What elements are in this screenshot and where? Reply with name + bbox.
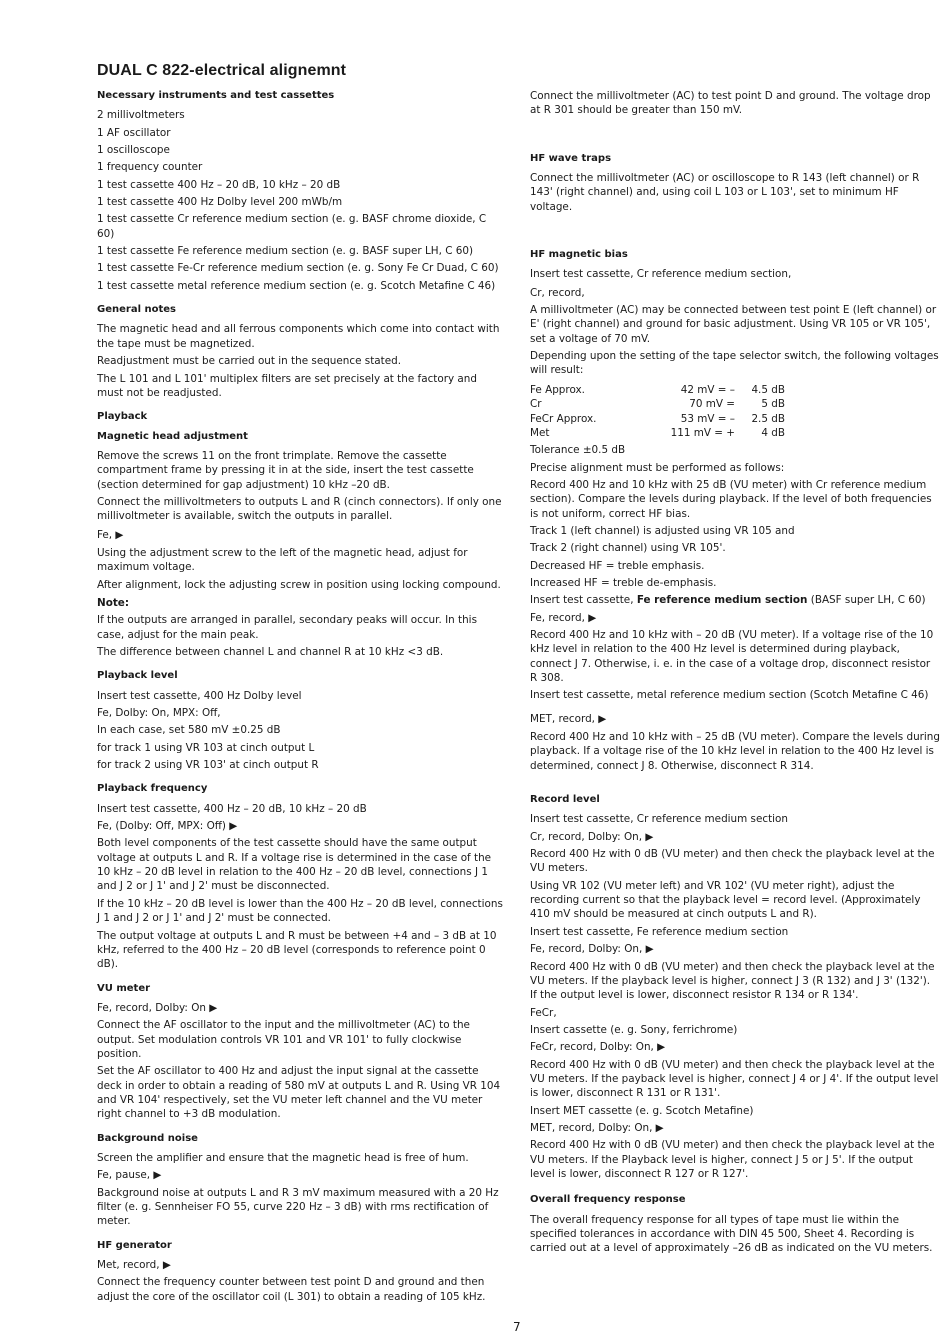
list-item: 1 test cassette Cr reference medium section (e. g. BASF chrome dioxide, C 60) bbox=[97, 213, 487, 240]
table-row bbox=[530, 426, 940, 440]
text-run: Insert test cassette, bbox=[530, 594, 637, 607]
paragraph: Using the adjustment screw to the left of the magnetic head, adjust for maximum voltage. bbox=[97, 546, 468, 574]
paragraph: Using VR 102 (VU meter left) and VR 102' (VU meter right), adjust the recording current so that the playback level = record level. (Approximately 410 mV should be measured at cinch outputs L and R). bbox=[530, 879, 921, 921]
mode-line: MET, record, ▶ bbox=[530, 712, 607, 725]
paragraph: After alignment, lock the adjusting screw in position using locking compound. bbox=[97, 578, 501, 591]
paragraph: A millivoltmeter (AC) may be connected between test point E (left channel) or E' (right channel) and ground for basic adjustment. Using VR 105 or VR 105', set a voltage of 70 mV. bbox=[530, 304, 937, 345]
paragraph: The L 101 and L 101' multiplex filters are set precisely at the factory and must not be readjusted. bbox=[97, 372, 477, 399]
paragraph: Connect the AF oscillator to the input and the millivoltmeter (AC) to the output. Set modulation controls VR 101 and VR 101' to fully clockwise position. bbox=[97, 1019, 470, 1060]
mode-line: Fe, record, Dolby: On, ▶ bbox=[530, 943, 654, 956]
table-cell: 5 dB bbox=[761, 398, 785, 411]
table-cell: 53 mV = – bbox=[680, 412, 735, 425]
note-label: Note: bbox=[97, 596, 130, 609]
mode-line: Fe, record, ▶ bbox=[530, 611, 597, 624]
section-heading-vu-meter: VU meter bbox=[97, 982, 151, 994]
list-item: Fe, pause, ▶ bbox=[97, 1169, 162, 1182]
paragraph: The magnetic head and all ferrous components which come into contact with the tape must be magnetized. bbox=[97, 323, 500, 350]
table-cell: 70 mV = bbox=[689, 398, 735, 411]
text-run-bold: Fe reference medium section bbox=[636, 594, 808, 607]
section-heading-hf-wave-traps: HF wave traps bbox=[530, 152, 612, 164]
paragraph: Connect the frequency counter between test point D and ground and then adjust the core of the oscillator coil (L 301) to obtain a reading of 105 kHz. bbox=[97, 1276, 486, 1303]
list-item: Fe, (Dolby: Off, MPX: Off) ▶ bbox=[97, 820, 238, 833]
paragraph: Set the AF oscillator to 400 Hz and adjust the input signal at the cassette deck in order to obtain a reading of 580 mV at outputs L and R. Using VR 104 and VR 104' respectively, set the VU meter left channel and the VU meter right channel to +3 dB modulation. bbox=[97, 1065, 501, 1121]
paragraph: Track 2 (right channel) using VR 105'. bbox=[530, 542, 726, 555]
table-row bbox=[530, 397, 940, 411]
table-row bbox=[530, 412, 940, 426]
section-heading-general: General notes bbox=[97, 304, 176, 316]
paragraph: Record 400 Hz and 10 kHz with – 20 dB (VU meter). If a voltage rise of the 10 kHz level in relation to the 400 Hz level is determined during playback, connect J 7. Otherwise, i. e. in the case of a voltage drop, disconnect resistor R 308. bbox=[530, 628, 934, 684]
list-item: 1 frequency counter bbox=[97, 161, 203, 174]
paragraph: Insert test cassette, Fe reference medium section bbox=[530, 925, 789, 938]
paragraph: Record 400 Hz and 10 kHz with 25 dB (VU meter) with Cr reference medium section). Compare the levels during playback. If the level of both frequencies is not uniform, correct HF bias. bbox=[530, 478, 932, 520]
paragraph: Record 400 Hz with 0 dB (VU meter) and then check the playback level at the VU meters. If the payback level is higher, connect J 4 or J 4'. If the output level is lower, disconnect R 131 or R 131'. bbox=[530, 1058, 939, 1100]
paragraph: Decreased HF = treble emphasis. bbox=[530, 559, 705, 572]
left-column bbox=[97, 89, 504, 1307]
paragraph: Connect the millivoltmeter (AC) or oscilloscope to R 143 (left channel) or R 143' (right channel) and, using coil L 103 or L 103', set to minimum HF voltage. bbox=[530, 172, 920, 213]
section-heading-playback-level: Playback level bbox=[97, 670, 178, 682]
paragraph: The difference between channel L and channel R at 10 kHz <3 dB. bbox=[97, 646, 444, 658]
section-heading-hf-bias: HF magnetic bias bbox=[530, 249, 628, 261]
paragraph: Insert MET cassette (e. g. Scotch Metafine) bbox=[530, 1104, 754, 1117]
paragraph: Readjustment must be carried out in the sequence stated. bbox=[97, 355, 401, 368]
paragraph: If the 10 kHz – 20 dB level is lower than the 400 Hz – 20 dB level, connections J 1 and J 2 or J 1' and J 2' must be connected. bbox=[97, 897, 503, 925]
paragraph: Insert cassette (e. g. Sony, ferrichrome) bbox=[530, 1023, 738, 1036]
section-heading-necessary: Necessary instruments and test cassettes bbox=[97, 90, 335, 101]
table-cell: Cr bbox=[530, 398, 542, 411]
paragraph bbox=[530, 593, 940, 607]
paragraph: Record 400 Hz with 0 dB (VU meter) and then check the playback level at the VU meters. If the Playback level is higher, connect J 5 or J 5'. If the output level is lower, disconnect R 127 or R 127'. bbox=[530, 1139, 935, 1180]
paragraph: Precise alignment must be performed as follows: bbox=[530, 461, 785, 474]
mode-line: Fe, ▶ bbox=[97, 528, 124, 541]
necessary-list bbox=[97, 108, 504, 293]
table-cell: Fe Approx. bbox=[530, 383, 585, 396]
mode-line: MET, record, Dolby: On, ▶ bbox=[530, 1121, 664, 1134]
paragraph: The overall frequency response for all types of tape must lie within the specified tolerances in accordance with DIN 45 500, Sheet 4. Recording is carried out at a level of approximately –26 dB as indicated on the VU meters. bbox=[530, 1213, 933, 1255]
list-item: 1 test cassette 400 Hz – 20 dB, 10 kHz – 20 dB bbox=[97, 178, 341, 191]
table-cell: 42 mV = – bbox=[680, 383, 735, 396]
paragraph: Depending upon the setting of the tape selector switch, the following voltages will result: bbox=[530, 350, 939, 377]
right-column bbox=[530, 89, 940, 1259]
paragraph: Track 1 (left channel) is adjusted using VR 105 and bbox=[530, 524, 795, 537]
paragraph: The output voltage at outputs L and R must be between +4 and – 3 dB at 10 kHz, referred to the 400 Hz – 20 dB level (corresponds to reference point 0 dB). bbox=[97, 929, 497, 971]
list-item: In each case, set 580 mV ±0.25 dB bbox=[97, 724, 281, 737]
mode-line: FeCr, bbox=[530, 1006, 557, 1019]
table-cell: Met bbox=[530, 426, 550, 439]
section-heading-hf-generator: HF generator bbox=[97, 1239, 172, 1251]
section-heading-record-level: Record level bbox=[530, 794, 600, 806]
table-cell: 111 mV = + bbox=[670, 426, 735, 439]
list-item: Insert test cassette, 400 Hz Dolby level bbox=[97, 689, 302, 702]
table-row bbox=[530, 383, 940, 397]
paragraph: Record 400 Hz with 0 dB (VU meter) and then check the playback level at the VU meters. If the playback level is higher, connect J 3 (R 132) and J 3' (132'). If the output level is lower, disconnect resistor R 134 or R 134'. bbox=[530, 960, 935, 1002]
list-item: Fe, Dolby: On, MPX: Off, bbox=[97, 707, 221, 720]
table-cell: 4 dB bbox=[761, 426, 785, 439]
paragraph: Insert test cassette, metal reference medium section (Scotch Metafine C 46) bbox=[530, 689, 929, 702]
bias-voltage-table bbox=[530, 383, 940, 440]
list-item: 1 test cassette Fe reference medium section (e. g. BASF super LH, C 60) bbox=[97, 245, 474, 258]
paragraph: If the outputs are arranged in parallel, secondary peaks will occur. In this case, adjust for the main peak. bbox=[97, 614, 477, 641]
paragraph: Increased HF = treble de-emphasis. bbox=[530, 576, 717, 589]
list-item: 1 test cassette metal reference medium section (e. g. Scotch Metafine C 46) bbox=[97, 279, 496, 292]
section-heading-playback-frequency: Playback frequency bbox=[97, 783, 208, 795]
list-item: 1 test cassette Fe-Cr reference medium section (e. g. Sony Fe Cr Duad, C 60) bbox=[97, 262, 499, 275]
paragraph: Background noise at outputs L and R 3 mV maximum measured with a 20 Hz filter (e. g. Sennheiser FO 55, curve 220 Hz – 3 dB) with rms rectification of meter. bbox=[97, 1186, 499, 1228]
list-item: for track 1 using VR 103 at cinch output L bbox=[97, 741, 315, 754]
tolerance: Tolerance ±0.5 dB bbox=[530, 444, 626, 457]
section-heading-playback: Playback bbox=[97, 411, 148, 423]
list-item: 1 test cassette 400 Hz Dolby level 200 mWb/m bbox=[97, 196, 343, 209]
list-item: Fe, record, Dolby: On ▶ bbox=[97, 1001, 218, 1014]
mode-line: Cr, record, bbox=[530, 286, 585, 299]
mode-line: Cr, record, Dolby: On, ▶ bbox=[530, 830, 654, 843]
table-cell: FeCr Approx. bbox=[530, 412, 597, 425]
table-cell: 2.5 dB bbox=[751, 412, 785, 425]
section-heading-background-noise: Background noise bbox=[97, 1132, 198, 1144]
paragraph: Connect the millivoltmeters to outputs L and R (cinch connectors). If only one millivoltmeter is available, switch the outputs in parallel. bbox=[97, 495, 502, 523]
paragraph: Remove the screws 11 on the front trimplate. Remove the cassette compartment frame by pressing it in at the side, insert the test cassette (section determined for gap adjustment) 10 kHz –20 dB. bbox=[97, 449, 474, 491]
list-item: 1 AF oscillator bbox=[97, 126, 171, 139]
list-item: Insert test cassette, 400 Hz – 20 dB, 10 kHz – 20 dB bbox=[97, 802, 367, 815]
section-heading-overall-frequency: Overall frequency response bbox=[530, 1194, 686, 1206]
paragraph: Record 400 Hz and 10 kHz with – 25 dB (VU meter). Compare the levels during playback. If a voltage rise of the 10 kHz level in relation to the 400 Hz level is determined, connect J 8. Otherwise, disconnect R 314. bbox=[530, 731, 940, 772]
paragraph: Screen the amplifier and ensure that the magnetic head is free of hum. bbox=[97, 1151, 469, 1164]
subheading-magnetic-head: Magnetic head adjustment bbox=[97, 430, 248, 442]
paragraph: Connect the millivoltmeter (AC) to test point D and ground. The voltage drop at R 301 should be greater than 150 mV. bbox=[530, 90, 931, 117]
paragraph: Both level components of the test cassette should have the same output voltage at outputs L and R. If a voltage rise is determined in the case of the 10 kHz – 20 dB level in relation to the 400 Hz – 20 dB level, connections J 1 and J 2 or J 1' and J 2' must be disconnected. bbox=[97, 837, 492, 893]
mode-line: FeCr, record, Dolby: On, ▶ bbox=[530, 1041, 666, 1054]
page-title: DUAL C 822-electrical alignemnt bbox=[97, 62, 347, 79]
list-item: 1 oscilloscope bbox=[97, 144, 170, 157]
table-cell: 4.5 dB bbox=[751, 383, 785, 396]
paragraph: Insert test cassette, Cr reference medium section bbox=[530, 813, 788, 826]
list-item: Met, record, ▶ bbox=[97, 1259, 171, 1272]
page-number: 7 bbox=[513, 1320, 521, 1334]
list-item: for track 2 using VR 103' at cinch output R bbox=[97, 759, 319, 772]
text-run: (BASF super LH, C 60) bbox=[807, 594, 926, 607]
paragraph: Record 400 Hz with 0 dB (VU meter) and then check the playback level at the VU meters. bbox=[530, 848, 935, 875]
list-item: 2 millivoltmeters bbox=[97, 109, 185, 122]
paragraph: Insert test cassette, Cr reference medium section, bbox=[530, 268, 792, 281]
